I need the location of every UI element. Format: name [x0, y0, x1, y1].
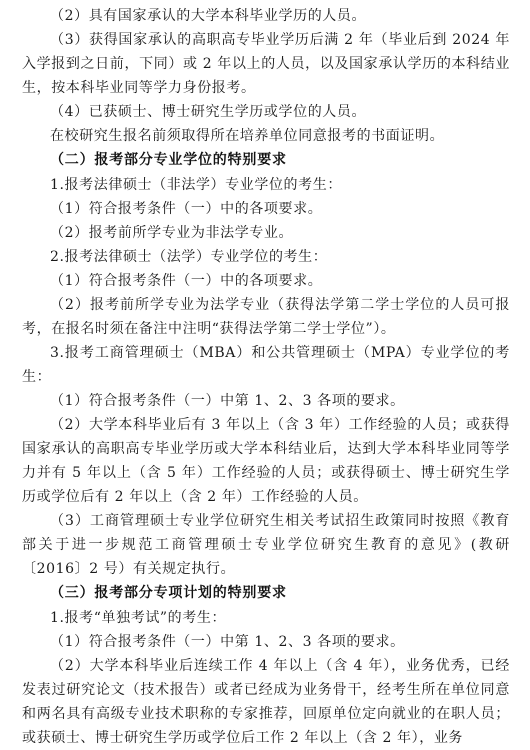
paragraph-single-exam-1: （1）符合报考条件（一）中第 1、2、3 各项的要求。 [50, 634, 405, 650]
section-heading-3: （三）报考部分专项计划的特别要求 [50, 585, 287, 601]
paragraph-law-nonlaw-1: （1）符合报考条件（一）中的各项要求。 [50, 201, 323, 217]
paragraph-item-2: （2）具有国家承认的大学本科毕业学历的人员。 [50, 8, 367, 24]
paragraph-law-law-1: （1）符合报考条件（一）中的各项要求。 [50, 273, 323, 289]
paragraph-single-exam-title: 1.报考“单独考试”的考生： [50, 610, 227, 626]
paragraph-law-law-2: （2）报考前所学专业为法学专业（获得法学第二学士学位的人员可报考，在报名时须在备注中注明“获得法学第二学士学位”）。 [22, 297, 510, 337]
paragraph-item-3: （3）获得国家承认的高职高专毕业学历后满 2 年（毕业后到 2024 年入学报到之日前，下同）或 2 年以上的人员，以及国家承认学历的本科结业生，按本科毕业同等学力身份报考。 [22, 32, 510, 96]
paragraph-law-law-title: 2.报考法律硕士（法学）专业学位的考生： [50, 249, 328, 265]
section-heading-2: （二）报考部分专业学位的特别要求 [50, 152, 287, 168]
paragraph-law-nonlaw-2: （2）报考前所学专业为非法学专业。 [50, 225, 294, 241]
paragraph-mba-mpa-3: （3）工商管理硕士专业学位研究生相关考试招生政策同时按照《教育部关于进一步规范工商管理硕士专业学位研究生教育的意见》(教研〔2016〕2 号）有关规定执行。 [22, 513, 510, 577]
paragraph-single-exam-2: （2）大学本科毕业后连续工作 4 年以上（含 4 年），业务优秀，已经发表过研究论文（技术报告）或者已经成为业务骨干，经考生所在单位同意和两名具有高级专业技术职称的专家推荐，回原单位定向就业的在职人员；或获硕士、博士研究生学历或学位后工作 2 年以上（含 2 年），业务 [22, 658, 510, 746]
paragraph-mba-mpa-2: （2）大学本科毕业后有 3 年以上（含 3 年）工作经验的人员；或获得国家承认的高职高专毕业学历或大学本科结业后，达到大学本科毕业同等学力并有 5 年以上（含 5 年）工作经验的人员；或获得硕士、博士研究生学历或学位后有 2 年以上（含 2 年）工作经验的人员。 [22, 417, 510, 505]
paragraph-item-4: （4）已获硕士、博士研究生学历或学位的人员。 [50, 104, 367, 120]
paragraph-law-nonlaw-title: 1.报考法律硕士（非法学）专业学位的考生： [50, 177, 342, 193]
paragraph-mba-mpa-title: 3.报考工商管理硕士（MBA）和公共管理硕士（MPA）专业学位的考生： [22, 345, 510, 385]
paragraph-mba-mpa-1: （1）符合报考条件（一）中第 1、2、3 各项的要求。 [50, 393, 405, 409]
paragraph-note: 在校研究生报名前须取得所在培养单位同意报考的书面证明。 [50, 128, 445, 144]
